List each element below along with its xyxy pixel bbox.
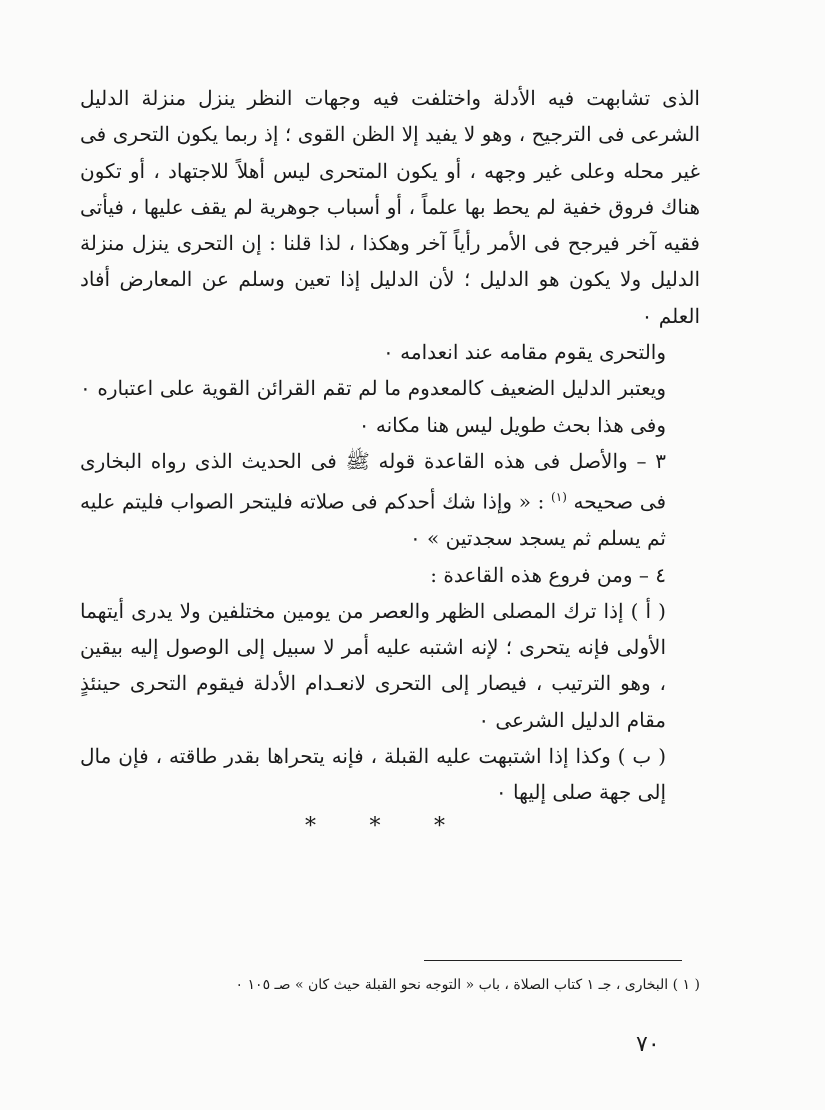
footnote: ( ١ ) البخارى ، جـ ١ كتاب الصلاة ، باب « التوجه نحو القبلة حيث كان » صـ ١٠٥ ٠	[235, 977, 700, 993]
separator-star: *	[369, 814, 381, 839]
paragraph-7: ( ب ) وكذا إذا اشتبهت عليه القبلة ، فإنه يتحراها بقدر طاقته ، فإن مال إلى جهة صلى إليها ٠	[80, 744, 666, 805]
paragraph-6: ( أ ) إذا ترك المصلى الظهر والعصر من يومين مختلفين ولا يدرى أيتهما الأولى فإنه يتحرى ؛ لإنه اشتبه عليه أمر لا سبيل إلى الوصول إليه بيقين ، وهو الترتيب ، فيصار إلى التحرى لانعـدام الأدلة فيقوم التحرى حينئذٍ مقام الدليل الشرعى ٠	[80, 598, 666, 732]
main-text	[80, 80, 700, 811]
separator-star: *	[434, 814, 445, 839]
hadith-text: : « وإذا شك أحدكم فى صلاته فليتحر الصواب فليتم عليه ثم يسلم ثم يسجد سجدتين » ٠	[80, 489, 666, 551]
separator-star: *	[305, 814, 316, 839]
paragraph-4	[80, 443, 700, 557]
paragraph-5: ٤ – ومن فروع هذه القاعدة :	[430, 562, 666, 587]
section-separator	[305, 816, 445, 838]
footnote-divider	[424, 960, 682, 961]
paragraph-1: الذى تشابهت فيه الأدلة واختلفت فيه وجهات النظر ينزل منزلة الدليل الشرعى فى الترجيح ، وهو لا يفيد إلا الظن القوى ؛ إذ ربما يكون التحرى فى غير محله وعلى غير وجهه ، أو يكون المتحرى ليس أهلاً للاجتهاد ، أو تكون هناك فروق خفية لم يحط بها علماً ، أو أسباب جوهرية لم يقف عليها ، فيأتى فقيه آخر فيرجح فى الأمر رأياً آخر وهكذا ، لذا قلنا : إن التحرى ينزل منزلة الدليل ولا يكون هو الدليل ؛ لأن الدليل إذا تعين وسلم عن المعارض أفاد العلم ٠	[80, 86, 700, 328]
paragraph-3: ويعتبر الدليل الضعيف كالمعدوم ما لم تقم القرائن القوية على اعتباره ٠ وفى هذا بحث طويل ليس هنا مكانه ٠	[80, 376, 666, 437]
page-number: ٧٠	[636, 1032, 660, 1057]
paragraph-2: والتحرى يقوم مقامه عند انعدامه ٠	[383, 340, 666, 365]
hadith-intro: ٣ – والأصل فى هذه القاعدة قوله ﷺ فى الحديث الذى رواه البخارى فى صحيحه	[80, 448, 667, 514]
footnote-reference: (١)	[551, 490, 567, 505]
